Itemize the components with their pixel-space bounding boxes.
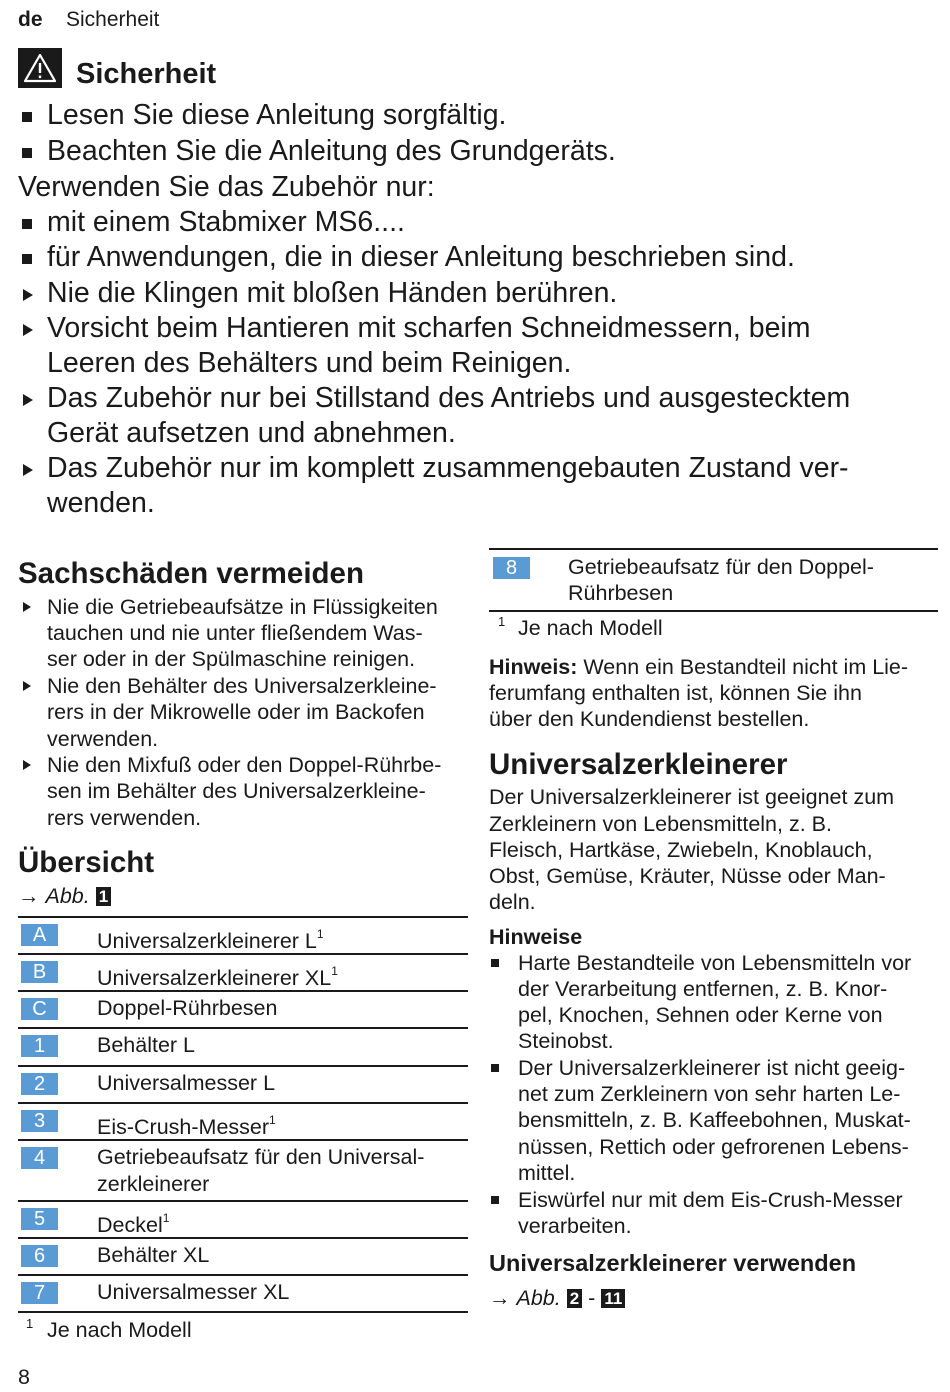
overview-heading: Übersicht xyxy=(18,846,155,879)
bullet-arrow-icon xyxy=(23,602,31,612)
table-rule xyxy=(18,1237,468,1239)
bullet-arrow-icon xyxy=(23,324,33,336)
figure-ref-label: Abb. xyxy=(516,1286,561,1310)
damage-heading: Sachschäden vermeiden xyxy=(18,557,364,590)
safety-heading: Sicherheit xyxy=(76,58,217,90)
uz-line: Zerkleinern von Lebensmitteln, z. B. xyxy=(489,812,832,836)
bullet-arrow-icon xyxy=(23,394,33,406)
note-text: Wenn ein Bestandteil nicht im Lie- xyxy=(583,655,909,679)
safety-line: Vorsicht beim Hantieren mit scharfen Schneidmessern, beim xyxy=(47,312,811,344)
safety-line: Gerät aufsetzen und abnehmen. xyxy=(47,417,456,449)
hints-heading: Hinweise xyxy=(489,925,583,949)
row-label: Eis-Crush-Messer xyxy=(97,1115,270,1139)
table-rule xyxy=(18,1139,468,1141)
row-key-badge: 8 xyxy=(493,557,530,579)
safety-line: Verwenden Sie das Zubehör nur: xyxy=(18,171,435,203)
figure-number: 2 xyxy=(567,1289,582,1308)
safety-line: Das Zubehör nur im komplett zusammengebauten Zustand ver- xyxy=(47,452,849,484)
row-label: Getriebeaufsatz für den Universal- xyxy=(97,1145,425,1169)
damage-line: Nie die Getriebeaufsätze in Flüssigkeiten xyxy=(47,595,438,619)
footnote-ref: 1 xyxy=(316,927,324,941)
row-key-badge: B xyxy=(21,961,58,983)
table-row xyxy=(97,1070,275,1097)
damage-line: tauchen und nie unter fließendem Was- xyxy=(47,621,423,645)
row-key-badge: 2 xyxy=(21,1073,58,1095)
table-rule xyxy=(18,916,468,918)
arrow-icon: → xyxy=(489,1286,511,1310)
row-key-badge: C xyxy=(21,998,58,1020)
table-row xyxy=(97,1279,289,1306)
hint-line: mittel. xyxy=(518,1161,576,1185)
table-rule xyxy=(489,610,938,612)
row-label: Behälter XL xyxy=(97,1243,210,1267)
row-key-badge: 7 xyxy=(21,1282,58,1304)
footnote-text: Je nach Modell xyxy=(518,616,663,640)
row-key-badge: 5 xyxy=(21,1208,58,1230)
note-label: Hinweis: xyxy=(489,655,578,679)
uz-line: Der Universalzerkleinerer ist geeignet zum xyxy=(489,785,895,809)
bullet-square-icon xyxy=(22,219,32,229)
row-label: Universalmesser XL xyxy=(97,1280,290,1304)
figure-number: 11 xyxy=(601,1289,625,1308)
damage-line: ser oder in der Spülmaschine reinigen. xyxy=(47,647,416,671)
row-label: Universalzerkleinerer XL xyxy=(97,966,332,990)
bullet-arrow-icon xyxy=(23,760,31,770)
table-row xyxy=(97,995,277,1022)
note-line: ferumfang enthalten ist, können Sie ihn xyxy=(489,681,862,705)
figure-range-sep: - xyxy=(588,1286,596,1310)
damage-line: Nie den Mixfuß oder den Doppel-Rührbe- xyxy=(47,753,442,777)
use-heading: Universalzerkleinerer verwenden xyxy=(489,1250,857,1276)
footnote-text: Je nach Modell xyxy=(47,1318,192,1342)
row-key-badge: 4 xyxy=(21,1147,58,1169)
uz-line: deln. xyxy=(489,890,536,914)
safety-line: Leeren des Behälters und beim Reinigen. xyxy=(47,347,572,379)
arrow-icon: → xyxy=(18,884,40,908)
table-rule xyxy=(18,1200,468,1202)
table-row-continuation: Rührbesen xyxy=(568,581,674,605)
safety-line: für Anwendungen, die in dieser Anleitung beschrieben sind. xyxy=(47,241,795,273)
row-label: Behälter L xyxy=(97,1033,196,1057)
footnote-mark: 1 xyxy=(26,1316,34,1331)
bullet-arrow-icon xyxy=(23,464,33,476)
damage-line: rers in der Mikrowelle oder im Backofen xyxy=(47,700,425,724)
bullet-square-icon xyxy=(491,959,499,967)
damage-line: verwenden. xyxy=(47,727,159,751)
safety-line: Das Zubehör nur bei Stillstand des Antriebs und ausgestecktem xyxy=(47,382,851,414)
page-number: 8 xyxy=(18,1365,30,1389)
hint-line: verarbeiten. xyxy=(518,1214,632,1238)
hint-line: Steinobst. xyxy=(518,1029,614,1053)
safety-line: wenden. xyxy=(47,487,155,519)
use-figure-ref xyxy=(489,1285,625,1312)
bullet-arrow-icon xyxy=(23,289,33,301)
hint-line: Eiswürfel nur mit dem Eis-Crush-Messer xyxy=(518,1188,903,1212)
bullet-square-icon xyxy=(22,254,32,264)
running-header: Sicherheit xyxy=(66,8,160,31)
table-rule xyxy=(18,1027,468,1029)
hint-line: bensmitteln, z. B. Kaffeebohnen, Muskat- xyxy=(518,1108,911,1132)
row-key-badge: 1 xyxy=(21,1035,58,1057)
table-row xyxy=(97,1107,276,1141)
row-label: Deckel xyxy=(97,1213,163,1237)
hint-line: Harte Bestandteile von Lebensmitteln vor xyxy=(518,951,912,975)
footnote-ref: 1 xyxy=(162,1211,170,1225)
hint-line: pel, Knochen, Sehnen oder Kerne von xyxy=(518,1003,883,1027)
note-line xyxy=(489,654,908,681)
row-label: Doppel-Rührbesen xyxy=(97,996,278,1020)
figure-ref-label: Abb. xyxy=(45,884,90,908)
row-label: Universalmesser L xyxy=(97,1071,276,1095)
safety-line: Lesen Sie diese Anleitung sorgfältig. xyxy=(47,99,507,131)
note-line: über den Kundendienst bestellen. xyxy=(489,707,810,731)
table-rule xyxy=(18,953,468,955)
bullet-arrow-icon xyxy=(23,681,31,691)
table-row xyxy=(97,921,324,955)
footnote-mark: 1 xyxy=(498,614,506,629)
overview-figure-ref xyxy=(18,883,111,910)
table-rule xyxy=(18,1311,468,1313)
damage-line: rers verwenden. xyxy=(47,806,202,830)
table-row xyxy=(97,1144,424,1171)
hint-line: Der Universalzerkleinerer ist nicht geeig- xyxy=(518,1056,906,1080)
table-row xyxy=(97,958,338,992)
table-row xyxy=(97,1205,169,1239)
uz-line: Obst, Gemüse, Kräuter, Nüsse oder Man- xyxy=(489,864,886,888)
safety-line: Beachten Sie die Anleitung des Grundgeräts. xyxy=(47,135,616,167)
uz-heading: Universalzerkleinerer xyxy=(489,748,788,781)
table-rule xyxy=(489,548,938,550)
damage-line: Nie den Behälter des Universalzerkleine- xyxy=(47,674,437,698)
row-key-badge: 6 xyxy=(21,1245,58,1267)
row-key-badge: 3 xyxy=(21,1110,58,1132)
row-key-badge: A xyxy=(21,924,58,946)
safety-line: Nie die Klingen mit bloßen Händen berühren. xyxy=(47,277,618,309)
hint-line: net zum Zerkleinern von sehr harten Le- xyxy=(518,1082,901,1106)
bullet-square-icon xyxy=(22,112,32,122)
bullet-square-icon xyxy=(491,1064,499,1072)
table-rule xyxy=(18,1065,468,1067)
hint-line: nüssen, Rettich oder gefrorenen Lebens- xyxy=(518,1135,909,1159)
table-rule xyxy=(18,990,468,992)
table-rule xyxy=(18,1274,468,1276)
damage-line: sen im Behälter des Universalzerkleine- xyxy=(47,779,426,803)
footnote-ref: 1 xyxy=(269,1113,276,1127)
table-rule xyxy=(18,1102,468,1104)
figure-number: 1 xyxy=(96,887,111,906)
bullet-square-icon xyxy=(491,1196,499,1204)
table-row-continuation: zerkleinerer xyxy=(97,1172,210,1196)
warning-icon xyxy=(18,48,62,88)
uz-line: Fleisch, Hartkäse, Zwiebeln, Knoblauch, xyxy=(489,838,873,862)
table-row xyxy=(97,1032,195,1059)
footnote-ref: 1 xyxy=(331,964,338,978)
table-row: Getriebeaufsatz für den Doppel- xyxy=(568,555,874,579)
row-label: Universalzerkleinerer L xyxy=(97,929,317,953)
table-row xyxy=(97,1242,209,1269)
bullet-square-icon xyxy=(22,148,32,158)
safety-line: mit einem Stabmixer MS6.... xyxy=(47,206,405,238)
hint-line: der Verarbeitung entfernen, z. B. Knor- xyxy=(518,977,888,1001)
language-code: de xyxy=(18,8,43,31)
